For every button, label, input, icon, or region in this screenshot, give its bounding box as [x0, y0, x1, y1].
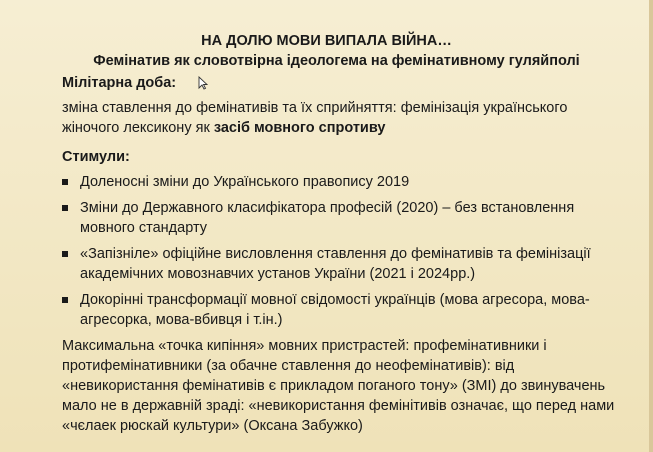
- military-era-text-bold: засіб мовного спротиву: [213, 120, 386, 136]
- stimuli-heading: Стимули:: [62, 149, 130, 165]
- military-era-text: [62, 98, 622, 138]
- mouse-cursor-icon: [198, 76, 208, 90]
- conclusion-text: Максимальна «точка кипіння» мовних пристрастей: профемінативники і протифемінативники (за обачне ставлення до неофемінативів): від «невикористання фемінативів є прикладом поганого тону» (ЗМІ) до звинувачень мало не в державній зраді: «невикористання фемінітивів означає, що перед нами «чєлаек рюскай культури» (Оксана Забужко): [62, 338, 615, 434]
- slide-subtitle: Фемінатив як словотвірна ідеологема на фемінативному гуляйполі: [93, 53, 580, 69]
- list-item: Доленосні зміни до Українського правопису 2019: [62, 172, 602, 192]
- slide-title: НА ДОЛЮ МОВИ ВИПАЛА ВІЙНА…: [201, 33, 452, 49]
- military-era-heading: Мілітарна доба:: [62, 75, 177, 91]
- military-era-text-plain: зміна ставлення до фемінативів та їх сприйняття: фемінізація українського жіночого лексикону як: [62, 100, 568, 136]
- list-item: Зміни до Державного класифікатора професій (2020) – без встановлення мовного стандарту: [62, 198, 602, 238]
- stimuli-list: [62, 172, 602, 336]
- list-item: Докорінні трансформації мовної свідомості українців (мова агресора, мова-агресорка, мова-вбивця і т.ін.): [62, 290, 602, 330]
- list-item: «Запізніле» офіційне висловлення ставлення до фемінативів та фемінізації академічних мовознавчих установ України (2021 і 2024рр.): [62, 244, 602, 284]
